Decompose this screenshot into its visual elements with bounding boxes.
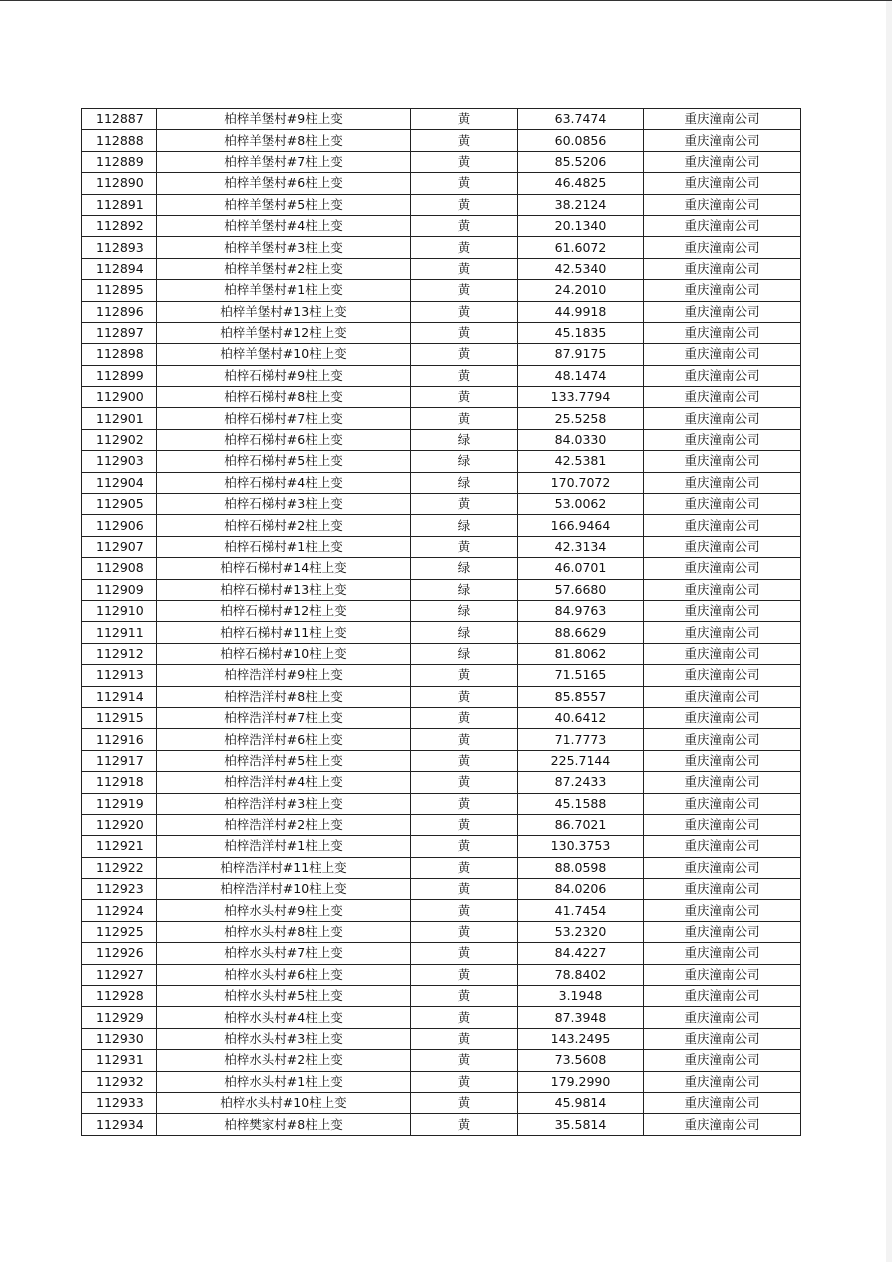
cell-company: 重庆潼南公司 xyxy=(644,451,801,472)
cell-id: 112920 xyxy=(82,814,157,835)
cell-company: 重庆潼南公司 xyxy=(644,558,801,579)
cell-status: 黄 xyxy=(411,365,518,386)
cell-id: 112895 xyxy=(82,280,157,301)
table-row xyxy=(82,729,801,750)
cell-name: 柏梓浩洋村#10柱上变 xyxy=(157,879,411,900)
cell-value: 45.1835 xyxy=(518,322,644,343)
table-row xyxy=(82,879,801,900)
cell-company: 重庆潼南公司 xyxy=(644,814,801,835)
cell-name: 柏梓石梯村#4柱上变 xyxy=(157,472,411,493)
cell-id: 112900 xyxy=(82,387,157,408)
cell-status: 黄 xyxy=(411,1092,518,1113)
cell-name: 柏梓石梯村#14柱上变 xyxy=(157,558,411,579)
cell-status: 黄 xyxy=(411,151,518,172)
cell-name: 柏梓石梯村#6柱上变 xyxy=(157,429,411,450)
table-row xyxy=(82,215,801,236)
cell-value: 45.1588 xyxy=(518,793,644,814)
cell-company: 重庆潼南公司 xyxy=(644,237,801,258)
cell-value: 179.2990 xyxy=(518,1071,644,1092)
cell-company: 重庆潼南公司 xyxy=(644,515,801,536)
cell-id: 112926 xyxy=(82,943,157,964)
table-row xyxy=(82,579,801,600)
cell-company: 重庆潼南公司 xyxy=(644,793,801,814)
cell-company: 重庆潼南公司 xyxy=(644,1114,801,1135)
cell-id: 112916 xyxy=(82,729,157,750)
table-row xyxy=(82,986,801,1007)
cell-company: 重庆潼南公司 xyxy=(644,194,801,215)
cell-company: 重庆潼南公司 xyxy=(644,408,801,429)
cell-value: 38.2124 xyxy=(518,194,644,215)
table-row xyxy=(82,643,801,664)
cell-name: 柏梓羊堡村#2柱上变 xyxy=(157,258,411,279)
cell-value: 42.5340 xyxy=(518,258,644,279)
cell-id: 112911 xyxy=(82,622,157,643)
cell-status: 黄 xyxy=(411,494,518,515)
cell-id: 112913 xyxy=(82,665,157,686)
cell-company: 重庆潼南公司 xyxy=(644,429,801,450)
cell-status: 黄 xyxy=(411,772,518,793)
table-row xyxy=(82,750,801,771)
cell-value: 53.0062 xyxy=(518,494,644,515)
cell-name: 柏梓石梯村#10柱上变 xyxy=(157,643,411,664)
cell-id: 112894 xyxy=(82,258,157,279)
cell-company: 重庆潼南公司 xyxy=(644,344,801,365)
cell-name: 柏梓水头村#2柱上变 xyxy=(157,1050,411,1071)
cell-status: 黄 xyxy=(411,408,518,429)
cell-status: 黄 xyxy=(411,793,518,814)
cell-company: 重庆潼南公司 xyxy=(644,643,801,664)
cell-id: 112925 xyxy=(82,921,157,942)
cell-value: 41.7454 xyxy=(518,900,644,921)
cell-value: 225.7144 xyxy=(518,750,644,771)
cell-id: 112905 xyxy=(82,494,157,515)
cell-company: 重庆潼南公司 xyxy=(644,622,801,643)
cell-value: 44.9918 xyxy=(518,301,644,322)
table-row xyxy=(82,515,801,536)
cell-id: 112889 xyxy=(82,151,157,172)
cell-id: 112929 xyxy=(82,1007,157,1028)
cell-name: 柏梓浩洋村#9柱上变 xyxy=(157,665,411,686)
cell-status: 黄 xyxy=(411,109,518,130)
cell-id: 112890 xyxy=(82,173,157,194)
cell-value: 35.5814 xyxy=(518,1114,644,1135)
table-row xyxy=(82,1092,801,1113)
cell-status: 黄 xyxy=(411,387,518,408)
cell-name: 柏梓羊堡村#10柱上变 xyxy=(157,344,411,365)
page-edge xyxy=(886,1,892,1262)
cell-name: 柏梓羊堡村#8柱上变 xyxy=(157,130,411,151)
cell-company: 重庆潼南公司 xyxy=(644,750,801,771)
cell-id: 112906 xyxy=(82,515,157,536)
cell-value: 85.8557 xyxy=(518,686,644,707)
table-row xyxy=(82,494,801,515)
cell-status: 黄 xyxy=(411,344,518,365)
cell-id: 112930 xyxy=(82,1028,157,1049)
cell-status: 黄 xyxy=(411,130,518,151)
cell-name: 柏梓羊堡村#7柱上变 xyxy=(157,151,411,172)
cell-status: 黄 xyxy=(411,879,518,900)
cell-company: 重庆潼南公司 xyxy=(644,686,801,707)
cell-status: 黄 xyxy=(411,665,518,686)
table-row xyxy=(82,130,801,151)
cell-company: 重庆潼南公司 xyxy=(644,900,801,921)
cell-name: 柏梓浩洋村#2柱上变 xyxy=(157,814,411,835)
cell-name: 柏梓水头村#6柱上变 xyxy=(157,964,411,985)
cell-company: 重庆潼南公司 xyxy=(644,857,801,878)
cell-name: 柏梓石梯村#1柱上变 xyxy=(157,536,411,557)
cell-name: 柏梓水头村#8柱上变 xyxy=(157,921,411,942)
cell-value: 46.0701 xyxy=(518,558,644,579)
cell-status: 绿 xyxy=(411,558,518,579)
cell-status: 绿 xyxy=(411,515,518,536)
table-row xyxy=(82,365,801,386)
cell-value: 57.6680 xyxy=(518,579,644,600)
cell-id: 112921 xyxy=(82,836,157,857)
table-row xyxy=(82,173,801,194)
cell-name: 柏梓樊家村#8柱上变 xyxy=(157,1114,411,1135)
cell-status: 黄 xyxy=(411,536,518,557)
cell-status: 黄 xyxy=(411,1114,518,1135)
table-row xyxy=(82,408,801,429)
cell-value: 71.7773 xyxy=(518,729,644,750)
cell-status: 黄 xyxy=(411,322,518,343)
table-body xyxy=(82,109,801,1136)
cell-value: 84.0206 xyxy=(518,879,644,900)
table-row xyxy=(82,836,801,857)
cell-value: 46.4825 xyxy=(518,173,644,194)
cell-id: 112931 xyxy=(82,1050,157,1071)
cell-id: 112927 xyxy=(82,964,157,985)
table-row xyxy=(82,429,801,450)
cell-status: 黄 xyxy=(411,750,518,771)
table-row xyxy=(82,900,801,921)
data-table xyxy=(81,108,801,1136)
cell-id: 112918 xyxy=(82,772,157,793)
cell-name: 柏梓浩洋村#8柱上变 xyxy=(157,686,411,707)
cell-name: 柏梓浩洋村#4柱上变 xyxy=(157,772,411,793)
cell-name: 柏梓羊堡村#13柱上变 xyxy=(157,301,411,322)
cell-id: 112928 xyxy=(82,986,157,1007)
cell-value: 73.5608 xyxy=(518,1050,644,1071)
cell-value: 133.7794 xyxy=(518,387,644,408)
cell-id: 112887 xyxy=(82,109,157,130)
cell-status: 绿 xyxy=(411,643,518,664)
cell-status: 黄 xyxy=(411,173,518,194)
cell-id: 112917 xyxy=(82,750,157,771)
table-row xyxy=(82,472,801,493)
cell-name: 柏梓浩洋村#5柱上变 xyxy=(157,750,411,771)
cell-company: 重庆潼南公司 xyxy=(644,1028,801,1049)
cell-company: 重庆潼南公司 xyxy=(644,772,801,793)
table-row xyxy=(82,1114,801,1135)
cell-value: 61.6072 xyxy=(518,237,644,258)
cell-status: 黄 xyxy=(411,215,518,236)
cell-name: 柏梓羊堡村#3柱上变 xyxy=(157,237,411,258)
table-row xyxy=(82,665,801,686)
cell-company: 重庆潼南公司 xyxy=(644,729,801,750)
cell-status: 绿 xyxy=(411,451,518,472)
table-row xyxy=(82,387,801,408)
cell-id: 112888 xyxy=(82,130,157,151)
cell-id: 112910 xyxy=(82,600,157,621)
cell-company: 重庆潼南公司 xyxy=(644,365,801,386)
cell-company: 重庆潼南公司 xyxy=(644,707,801,728)
table-row xyxy=(82,686,801,707)
cell-id: 112892 xyxy=(82,215,157,236)
cell-company: 重庆潼南公司 xyxy=(644,1071,801,1092)
cell-value: 71.5165 xyxy=(518,665,644,686)
cell-value: 81.8062 xyxy=(518,643,644,664)
cell-company: 重庆潼南公司 xyxy=(644,665,801,686)
cell-id: 112901 xyxy=(82,408,157,429)
table-row xyxy=(82,600,801,621)
cell-id: 112915 xyxy=(82,707,157,728)
cell-value: 170.7072 xyxy=(518,472,644,493)
page-top-border xyxy=(0,0,892,1)
cell-name: 柏梓浩洋村#6柱上变 xyxy=(157,729,411,750)
cell-id: 112933 xyxy=(82,1092,157,1113)
cell-value: 42.3134 xyxy=(518,536,644,557)
cell-value: 60.0856 xyxy=(518,130,644,151)
cell-id: 112923 xyxy=(82,879,157,900)
cell-name: 柏梓羊堡村#6柱上变 xyxy=(157,173,411,194)
table-row xyxy=(82,707,801,728)
cell-company: 重庆潼南公司 xyxy=(644,1050,801,1071)
cell-name: 柏梓羊堡村#9柱上变 xyxy=(157,109,411,130)
cell-company: 重庆潼南公司 xyxy=(644,964,801,985)
cell-name: 柏梓羊堡村#4柱上变 xyxy=(157,215,411,236)
table-row xyxy=(82,280,801,301)
cell-value: 78.8402 xyxy=(518,964,644,985)
cell-id: 112912 xyxy=(82,643,157,664)
cell-name: 柏梓石梯村#8柱上变 xyxy=(157,387,411,408)
cell-name: 柏梓浩洋村#7柱上变 xyxy=(157,707,411,728)
cell-company: 重庆潼南公司 xyxy=(644,130,801,151)
cell-status: 绿 xyxy=(411,600,518,621)
cell-id: 112897 xyxy=(82,322,157,343)
cell-status: 黄 xyxy=(411,258,518,279)
cell-name: 柏梓羊堡村#1柱上变 xyxy=(157,280,411,301)
cell-name: 柏梓石梯村#11柱上变 xyxy=(157,622,411,643)
cell-value: 24.2010 xyxy=(518,280,644,301)
cell-id: 112904 xyxy=(82,472,157,493)
cell-status: 黄 xyxy=(411,280,518,301)
cell-status: 黄 xyxy=(411,836,518,857)
cell-status: 绿 xyxy=(411,579,518,600)
cell-company: 重庆潼南公司 xyxy=(644,215,801,236)
cell-id: 112934 xyxy=(82,1114,157,1135)
cell-value: 63.7474 xyxy=(518,109,644,130)
cell-company: 重庆潼南公司 xyxy=(644,1007,801,1028)
cell-value: 53.2320 xyxy=(518,921,644,942)
cell-name: 柏梓水头村#4柱上变 xyxy=(157,1007,411,1028)
cell-name: 柏梓石梯村#12柱上变 xyxy=(157,600,411,621)
cell-status: 黄 xyxy=(411,301,518,322)
cell-value: 87.2433 xyxy=(518,772,644,793)
cell-status: 黄 xyxy=(411,729,518,750)
cell-name: 柏梓羊堡村#5柱上变 xyxy=(157,194,411,215)
cell-company: 重庆潼南公司 xyxy=(644,943,801,964)
table-row xyxy=(82,772,801,793)
cell-status: 绿 xyxy=(411,429,518,450)
cell-name: 柏梓石梯村#5柱上变 xyxy=(157,451,411,472)
cell-value: 88.0598 xyxy=(518,857,644,878)
cell-value: 20.1340 xyxy=(518,215,644,236)
table-row xyxy=(82,258,801,279)
cell-name: 柏梓石梯村#3柱上变 xyxy=(157,494,411,515)
table-row xyxy=(82,301,801,322)
cell-id: 112909 xyxy=(82,579,157,600)
table-row xyxy=(82,109,801,130)
table-row xyxy=(82,1028,801,1049)
cell-status: 黄 xyxy=(411,1007,518,1028)
table-row xyxy=(82,194,801,215)
table-row xyxy=(82,536,801,557)
table-row xyxy=(82,1007,801,1028)
cell-id: 112922 xyxy=(82,857,157,878)
cell-status: 黄 xyxy=(411,237,518,258)
cell-id: 112908 xyxy=(82,558,157,579)
table-row xyxy=(82,622,801,643)
cell-name: 柏梓水头村#10柱上变 xyxy=(157,1092,411,1113)
cell-status: 黄 xyxy=(411,943,518,964)
cell-id: 112924 xyxy=(82,900,157,921)
cell-id: 112891 xyxy=(82,194,157,215)
cell-name: 柏梓水头村#9柱上变 xyxy=(157,900,411,921)
cell-value: 143.2495 xyxy=(518,1028,644,1049)
cell-status: 黄 xyxy=(411,964,518,985)
cell-status: 黄 xyxy=(411,814,518,835)
cell-id: 112932 xyxy=(82,1071,157,1092)
cell-company: 重庆潼南公司 xyxy=(644,986,801,1007)
cell-id: 112898 xyxy=(82,344,157,365)
cell-name: 柏梓水头村#7柱上变 xyxy=(157,943,411,964)
cell-name: 柏梓石梯村#9柱上变 xyxy=(157,365,411,386)
cell-name: 柏梓水头村#3柱上变 xyxy=(157,1028,411,1049)
cell-name: 柏梓羊堡村#12柱上变 xyxy=(157,322,411,343)
cell-value: 84.9763 xyxy=(518,600,644,621)
cell-company: 重庆潼南公司 xyxy=(644,536,801,557)
cell-company: 重庆潼南公司 xyxy=(644,600,801,621)
cell-value: 87.3948 xyxy=(518,1007,644,1028)
cell-company: 重庆潼南公司 xyxy=(644,836,801,857)
cell-status: 绿 xyxy=(411,622,518,643)
cell-name: 柏梓浩洋村#11柱上变 xyxy=(157,857,411,878)
cell-value: 87.9175 xyxy=(518,344,644,365)
cell-company: 重庆潼南公司 xyxy=(644,258,801,279)
cell-name: 柏梓浩洋村#1柱上变 xyxy=(157,836,411,857)
cell-value: 85.5206 xyxy=(518,151,644,172)
cell-value: 25.5258 xyxy=(518,408,644,429)
cell-name: 柏梓石梯村#2柱上变 xyxy=(157,515,411,536)
cell-value: 42.5381 xyxy=(518,451,644,472)
table-row xyxy=(82,451,801,472)
cell-value: 48.1474 xyxy=(518,365,644,386)
cell-value: 166.9464 xyxy=(518,515,644,536)
cell-name: 柏梓水头村#5柱上变 xyxy=(157,986,411,1007)
table-row xyxy=(82,344,801,365)
cell-status: 黄 xyxy=(411,986,518,1007)
cell-company: 重庆潼南公司 xyxy=(644,579,801,600)
cell-status: 黄 xyxy=(411,1028,518,1049)
cell-id: 112919 xyxy=(82,793,157,814)
table-row xyxy=(82,943,801,964)
cell-company: 重庆潼南公司 xyxy=(644,173,801,194)
table-row xyxy=(82,793,801,814)
cell-company: 重庆潼南公司 xyxy=(644,494,801,515)
table-row xyxy=(82,857,801,878)
cell-value: 3.1948 xyxy=(518,986,644,1007)
table-row xyxy=(82,558,801,579)
cell-company: 重庆潼南公司 xyxy=(644,322,801,343)
table-row xyxy=(82,921,801,942)
cell-value: 45.9814 xyxy=(518,1092,644,1113)
cell-value: 88.6629 xyxy=(518,622,644,643)
cell-name: 柏梓浩洋村#3柱上变 xyxy=(157,793,411,814)
table-row xyxy=(82,814,801,835)
cell-status: 黄 xyxy=(411,194,518,215)
cell-company: 重庆潼南公司 xyxy=(644,280,801,301)
cell-id: 112896 xyxy=(82,301,157,322)
table-row xyxy=(82,322,801,343)
cell-status: 黄 xyxy=(411,857,518,878)
table-row xyxy=(82,1050,801,1071)
cell-value: 84.4227 xyxy=(518,943,644,964)
table-row xyxy=(82,964,801,985)
cell-status: 黄 xyxy=(411,1050,518,1071)
cell-status: 黄 xyxy=(411,707,518,728)
table-row xyxy=(82,151,801,172)
cell-id: 112903 xyxy=(82,451,157,472)
cell-value: 130.3753 xyxy=(518,836,644,857)
cell-status: 黄 xyxy=(411,1071,518,1092)
cell-status: 黄 xyxy=(411,900,518,921)
table-row xyxy=(82,1071,801,1092)
cell-id: 112907 xyxy=(82,536,157,557)
cell-status: 黄 xyxy=(411,921,518,942)
cell-name: 柏梓水头村#1柱上变 xyxy=(157,1071,411,1092)
cell-company: 重庆潼南公司 xyxy=(644,109,801,130)
cell-name: 柏梓石梯村#7柱上变 xyxy=(157,408,411,429)
cell-company: 重庆潼南公司 xyxy=(644,387,801,408)
table-row xyxy=(82,237,801,258)
cell-id: 112902 xyxy=(82,429,157,450)
cell-company: 重庆潼南公司 xyxy=(644,1092,801,1113)
cell-company: 重庆潼南公司 xyxy=(644,301,801,322)
cell-id: 112914 xyxy=(82,686,157,707)
cell-company: 重庆潼南公司 xyxy=(644,151,801,172)
cell-name: 柏梓石梯村#13柱上变 xyxy=(157,579,411,600)
cell-value: 84.0330 xyxy=(518,429,644,450)
cell-id: 112893 xyxy=(82,237,157,258)
cell-id: 112899 xyxy=(82,365,157,386)
cell-status: 绿 xyxy=(411,472,518,493)
cell-value: 86.7021 xyxy=(518,814,644,835)
cell-company: 重庆潼南公司 xyxy=(644,921,801,942)
cell-value: 40.6412 xyxy=(518,707,644,728)
cell-company: 重庆潼南公司 xyxy=(644,472,801,493)
cell-status: 黄 xyxy=(411,686,518,707)
cell-company: 重庆潼南公司 xyxy=(644,879,801,900)
